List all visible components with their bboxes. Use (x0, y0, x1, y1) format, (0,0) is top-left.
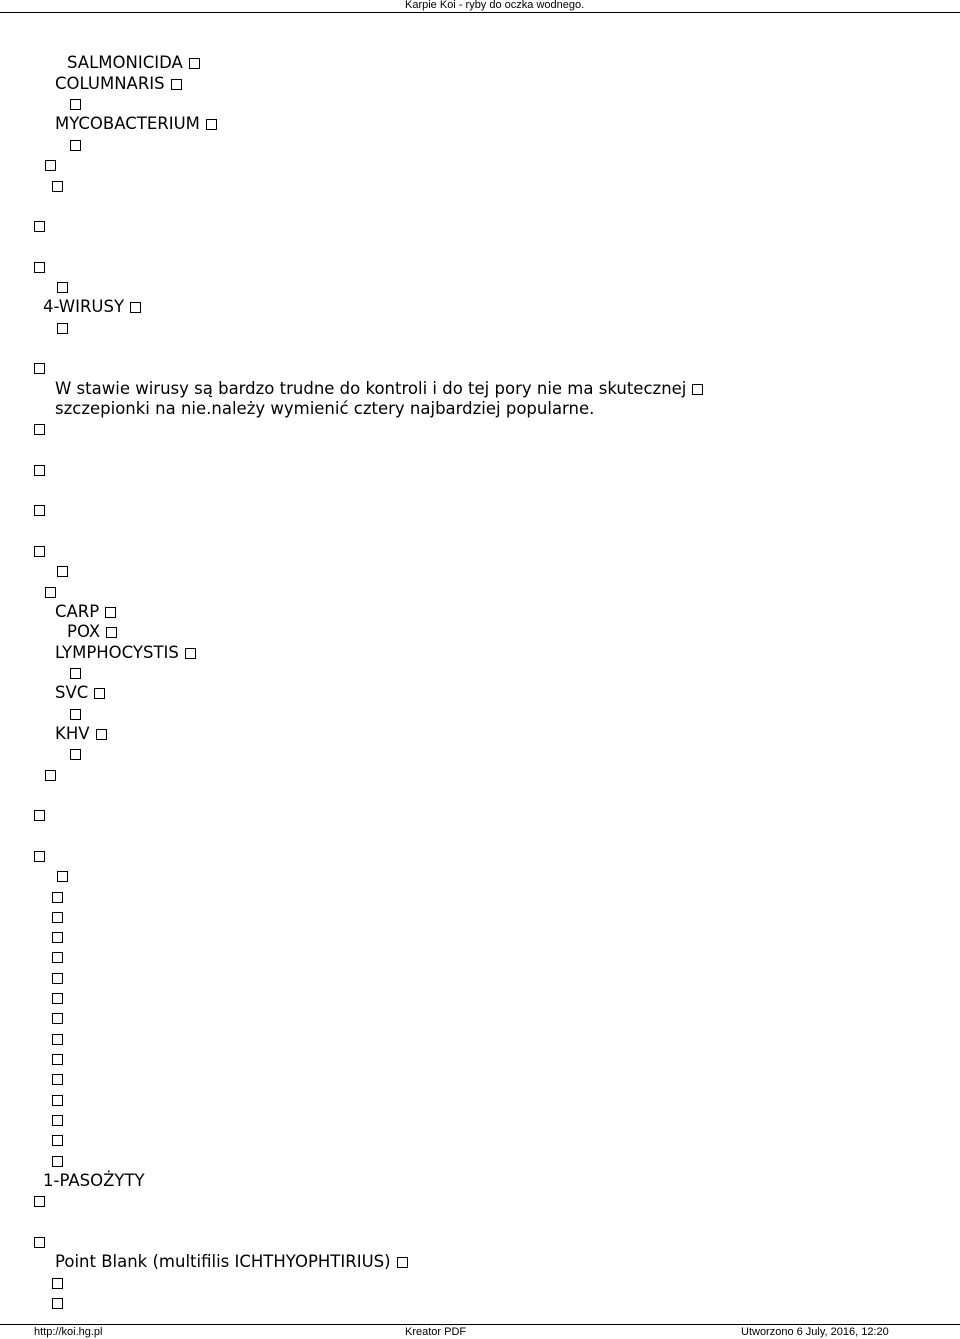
missing-glyph-icon (52, 1054, 63, 1065)
missing-glyph-icon (34, 424, 45, 435)
glyph-line (52, 907, 63, 927)
missing-glyph-icon (34, 262, 45, 273)
missing-glyph-icon (52, 892, 63, 903)
glyph-line (52, 968, 63, 988)
glyph-line (52, 927, 63, 947)
missing-glyph-icon (52, 912, 63, 923)
missing-glyph-icon (189, 58, 200, 69)
missing-glyph-icon (52, 973, 63, 984)
glyph-line (52, 1008, 63, 1028)
missing-glyph-icon (52, 932, 63, 943)
missing-glyph-icon (52, 1115, 63, 1126)
glyph-line (52, 1029, 63, 1049)
missing-glyph-icon (52, 181, 63, 192)
missing-glyph-icon (45, 770, 56, 781)
missing-glyph-icon (52, 1278, 63, 1289)
missing-glyph-icon (34, 505, 45, 516)
text-line (55, 114, 217, 134)
missing-glyph-icon (34, 851, 45, 862)
missing-glyph-icon (34, 363, 45, 374)
section-heading (43, 1171, 145, 1191)
glyph-line (34, 500, 45, 520)
glyph-line (70, 94, 81, 114)
missing-glyph-icon (34, 546, 45, 557)
glyph-line (34, 419, 45, 439)
glyph-line (34, 1191, 45, 1211)
glyph-line (52, 887, 63, 907)
missing-glyph-icon (96, 729, 107, 740)
glyph-line (57, 561, 68, 581)
lymphocystis-text: LYMPHOCYSTIS (55, 643, 179, 662)
missing-glyph-icon (34, 1237, 45, 1248)
glyph-line (52, 1130, 63, 1150)
glyph-line (70, 663, 81, 683)
missing-glyph-icon (52, 1013, 63, 1024)
paragraph-text-2: szczepionki na nie.należy wymienić cztery najbardziej popularne. (55, 399, 595, 418)
missing-glyph-icon (130, 302, 141, 313)
missing-glyph-icon (94, 688, 105, 699)
text-line (55, 1252, 408, 1272)
glyph-line (45, 155, 56, 175)
missing-glyph-icon (206, 119, 217, 130)
paragraph-text-1: W stawie wirusy są bardzo trudne do kontroli i do tej pory nie ma skutecznej (55, 379, 687, 398)
glyph-line (57, 318, 68, 338)
missing-glyph-icon (52, 1095, 63, 1106)
glyph-line (34, 805, 45, 825)
missing-glyph-icon (52, 1034, 63, 1045)
missing-glyph-icon (105, 607, 116, 618)
glyph-line (57, 866, 68, 886)
missing-glyph-icon (106, 627, 117, 638)
paragraph-line (55, 379, 703, 399)
glyph-line (52, 1069, 63, 1089)
glyph-line (57, 277, 68, 297)
glyph-line (70, 744, 81, 764)
pox-text: POX (67, 622, 101, 641)
wirusy-heading: 4-WIRUSY (43, 297, 125, 316)
carp-text: CARP (55, 602, 100, 621)
text-line (55, 643, 196, 663)
glyph-line (45, 582, 56, 602)
glyph-line (34, 460, 45, 480)
footer-created: Utworzono 6 July, 2016, 12:20 (741, 1326, 889, 1338)
missing-glyph-icon (52, 1298, 63, 1309)
glyph-line (34, 216, 45, 236)
missing-glyph-icon (57, 871, 68, 882)
footer-url: http://koi.hg.pl (34, 1326, 103, 1338)
header-title: Karpie Koi - ryby do oczka wodnego. (405, 0, 585, 11)
salmonicida-text: SALMONICIDA (67, 53, 183, 72)
missing-glyph-icon (45, 587, 56, 598)
text-line (55, 602, 116, 622)
glyph-line (52, 1110, 63, 1130)
glyph-line (52, 1293, 63, 1313)
khv-text: KHV (55, 724, 90, 743)
missing-glyph-icon (52, 1135, 63, 1146)
glyph-line (70, 704, 81, 724)
section-heading (43, 297, 141, 317)
glyph-line (52, 176, 63, 196)
missing-glyph-icon (34, 221, 45, 232)
text-line (67, 53, 200, 73)
missing-glyph-icon (171, 79, 182, 90)
missing-glyph-icon (70, 749, 81, 760)
glyph-line (34, 1232, 45, 1252)
missing-glyph-icon (70, 140, 81, 151)
glyph-line (52, 1049, 63, 1069)
paragraph-line (55, 399, 594, 419)
glyph-line (34, 541, 45, 561)
glyph-line (70, 135, 81, 155)
pasozyty-heading: 1-PASOŻYTY (43, 1171, 145, 1190)
glyph-line (52, 988, 63, 1008)
point-blank-text: Point Blank (multifilis ICHTHYOPHTIRIUS) (55, 1252, 391, 1271)
missing-glyph-icon (185, 648, 196, 659)
missing-glyph-icon (397, 1257, 408, 1268)
glyph-line (34, 358, 45, 378)
missing-glyph-icon (57, 282, 68, 293)
missing-glyph-icon (70, 709, 81, 720)
missing-glyph-icon (57, 323, 68, 334)
text-line (55, 74, 182, 94)
glyph-line (34, 257, 45, 277)
glyph-line (52, 1273, 63, 1293)
text-line (67, 622, 117, 642)
glyph-line (52, 1090, 63, 1110)
missing-glyph-icon (34, 1196, 45, 1207)
glyph-line (52, 947, 63, 967)
glyph-line (52, 1151, 63, 1171)
glyph-line (34, 846, 45, 866)
footer-creator: Kreator PDF (405, 1326, 467, 1338)
svc-text: SVC (55, 683, 89, 702)
missing-glyph-icon (52, 1074, 63, 1085)
missing-glyph-icon (52, 952, 63, 963)
missing-glyph-icon (692, 384, 703, 395)
glyph-line (45, 765, 56, 785)
missing-glyph-icon (52, 993, 63, 1004)
missing-glyph-icon (34, 465, 45, 476)
columnaris-text: COLUMNARIS (55, 74, 165, 93)
mycobacterium-text: MYCOBACTERIUM (55, 114, 200, 133)
missing-glyph-icon (52, 1156, 63, 1167)
text-line (55, 724, 107, 744)
missing-glyph-icon (45, 160, 56, 171)
missing-glyph-icon (34, 810, 45, 821)
text-line (55, 683, 105, 703)
missing-glyph-icon (70, 99, 81, 110)
page-footer (0, 1324, 960, 1339)
missing-glyph-icon (57, 566, 68, 577)
missing-glyph-icon (70, 668, 81, 679)
